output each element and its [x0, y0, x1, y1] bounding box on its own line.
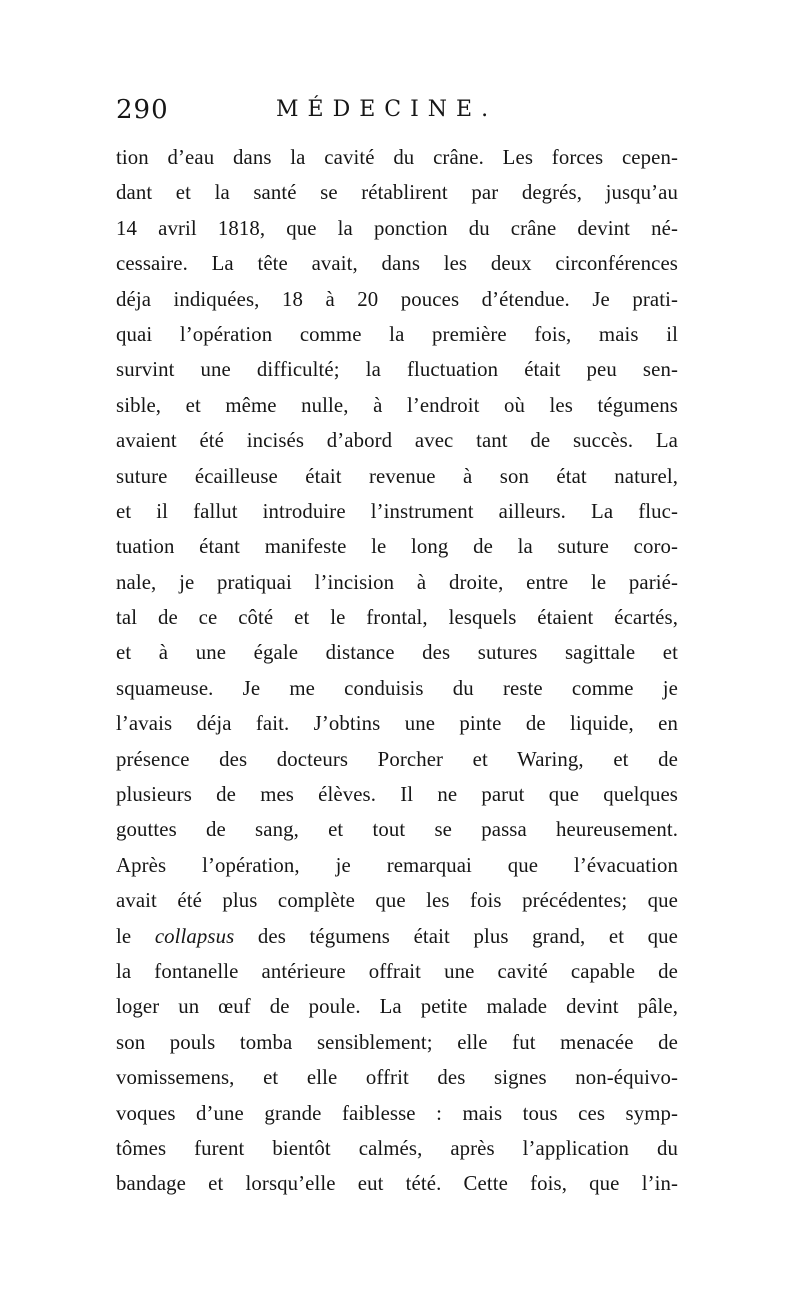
running-title: MÉDECINE. — [276, 97, 498, 122]
text-line: voques d’une grande faiblesse : mais tous ces symp- — [116, 1101, 678, 1125]
italic-term: collapsus — [154, 924, 235, 948]
text-line: tuation étant manifeste le long de la suture coro- — [116, 535, 678, 559]
text-line: présence des docteurs Porcher et Waring, et de — [116, 747, 678, 771]
text-line: déja indiquées, 18 à 20 pouces d’étendue. Je prati- — [116, 287, 678, 311]
text-line: loger un œuf de poule. La petite malade devint pâle, — [116, 995, 678, 1019]
text-line: son pouls tomba sensiblement; elle fut menacée de — [116, 1030, 678, 1054]
text-line: quai l’opération comme la première fois, mais il — [116, 322, 678, 346]
text-line: avaient été incisés d’abord avec tant de succès. La — [116, 429, 678, 453]
text-line: survint une difficulté; la fluctuation était peu sen- — [116, 358, 678, 382]
text-line: tion d’eau dans la cavité du crâne. Les forces cepen- — [116, 146, 678, 169]
text-line: bandage et lorsqu’elle eut tété. Cette fois, que l’in- — [116, 1172, 678, 1196]
text-line: tômes furent bientôt calmés, après l’application du — [116, 1136, 678, 1160]
text-line: Après l’opération, je remarquai que l’évacuation — [116, 853, 678, 877]
page-number: 290 — [116, 95, 169, 125]
text-line: gouttes de sang, et tout se passa heureusement. — [116, 818, 678, 842]
text-line: squameuse. Je me conduisis du reste comme je — [116, 676, 678, 700]
body-text — [116, 140, 678, 1202]
running-head — [116, 92, 706, 132]
text-line: avait été plus complète que les fois précédentes; que — [116, 889, 678, 913]
text-line: vomissemens, et elle offrit des signes non-équivo- — [116, 1066, 678, 1090]
text-line: dant et la santé se rétablirent par degrés, jusqu’au — [116, 181, 678, 205]
text-line: nale, je pratiquai l’incision à droite, entre le parié- — [116, 570, 678, 594]
text-line: cessaire. La tête avait, dans les deux circonférences — [116, 252, 678, 276]
text-line: et à une égale distance des sutures sagittale et — [116, 641, 678, 665]
text-line: l’avais déja fait. J’obtins une pinte de liquide, en — [116, 712, 678, 736]
text-line: tal de ce côté et le frontal, lesquels étaient écartés, — [116, 606, 678, 630]
text-line: la fontanelle antérieure offrait une cavité capable de — [116, 959, 678, 983]
text-line: plusieurs de mes élèves. Il ne parut que quelques — [116, 783, 678, 807]
text-line: suture écailleuse était revenue à son état naturel, — [116, 464, 678, 488]
text-line-with-italic: le collapsus des tégumens était plus grand, et que — [116, 924, 679, 948]
text-line: et il fallut introduire l’instrument ailleurs. La fluc- — [116, 499, 678, 523]
text-line: 14 avril 1818, que la ponction du crâne devint né- — [116, 216, 678, 240]
text-line: sible, et même nulle, à l’endroit où les tégumens — [116, 393, 678, 417]
